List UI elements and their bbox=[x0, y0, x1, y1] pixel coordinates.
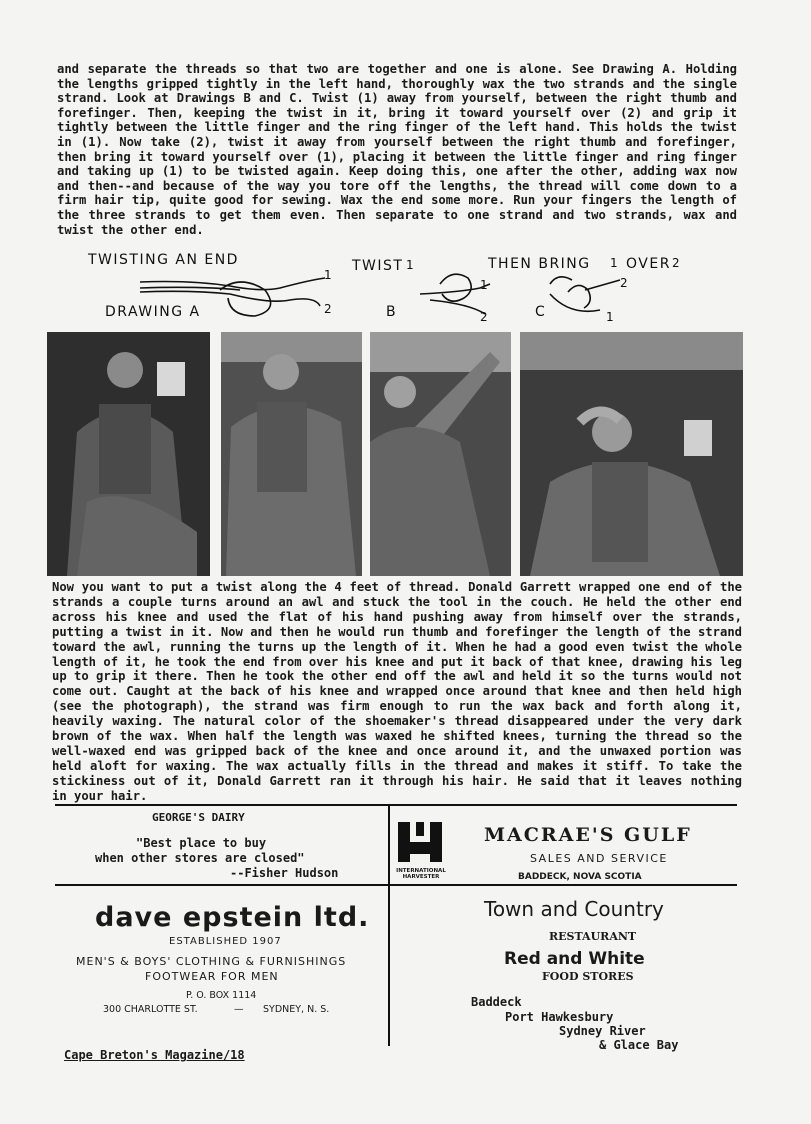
drawing-a-number-1: 1 bbox=[324, 268, 334, 282]
epstein-line-2: FOOTWEAR FOR MEN bbox=[145, 970, 279, 983]
drawing-c-number-2: 2 bbox=[620, 276, 630, 290]
photo-4 bbox=[520, 332, 743, 576]
ad-rule-top bbox=[55, 804, 737, 806]
ih-logo-icon bbox=[395, 822, 445, 866]
twisting-diagram bbox=[80, 250, 720, 330]
ih-text bbox=[394, 868, 448, 880]
then-number-1: 1 bbox=[610, 256, 620, 270]
drawing-a-label: DRAWING A bbox=[105, 304, 201, 320]
page-footer: Cape Breton's Magazine/18 bbox=[64, 1048, 245, 1062]
epstein-street: 300 CHARLOTTE ST. bbox=[103, 1004, 198, 1015]
location-port-hawkesbury: Port Hawkesbury bbox=[505, 1010, 614, 1024]
ih-logo bbox=[395, 822, 445, 870]
red-white-name: Red and White bbox=[504, 949, 645, 969]
twist-label: TWIST bbox=[352, 258, 404, 274]
diagram-title: TWISTING AN END bbox=[88, 252, 239, 268]
location-glace-bay: & Glace Bay bbox=[599, 1038, 679, 1052]
epstein-pobox: P. O. BOX 1114 bbox=[186, 990, 257, 1001]
location-baddeck: Baddeck bbox=[471, 995, 522, 1009]
article-paragraph-1: and separate the threads so that two are together and one is alone. See Drawing A. Holding the lengths gripped tightly in the left hand, thoroughly wax the two strands and the single strand. Look at Drawings B and C. Twist (1) away from yourself, between the right thumb and forefinger. Then, keeping the twist in it, bring it toward yourself over (2) and grip it tightly between the little finger and the ring finger of the left hand. This holds the twist in (1). Now take (2), twist it away from yourself between the right thumb and forefinger, then bring it toward yourself over (1), placing it between the little finger and ring finger and taking up (1) to be twisted again. Keep doing this, one after the other, adding wax now and then--and because of the way you tore off the lengths, the thread will come down to a firm hair tip, quite good for sewing. Wax the end some more. Run your fingers the length of the three strands to get them even. Then separate to one strand and two strands, wax and twist the other end. bbox=[57, 62, 737, 237]
ad-rule-vertical bbox=[388, 806, 390, 1046]
food-stores: FOOD STORES bbox=[542, 970, 634, 983]
drawing-b-number-1: 1 bbox=[480, 278, 490, 292]
ih-text-line-2: HARVESTER bbox=[402, 874, 440, 880]
epstein-established: ESTABLISHED 1907 bbox=[169, 936, 282, 947]
georges-quote-line-1: "Best place to buy bbox=[136, 836, 267, 850]
drawing-c-number-1: 1 bbox=[606, 310, 616, 324]
epstein-city: SYDNEY, N. S. bbox=[263, 1004, 330, 1015]
drawing-b-number-2: 2 bbox=[480, 310, 490, 324]
epstein-line-1: MEN'S & BOYS' CLOTHING & FURNISHINGS bbox=[76, 955, 347, 968]
article-paragraph-2: Now you want to put a twist along the 4 feet of thread. Donald Garrett wrapped one end of the strands a couple turns around an awl and stuck the tool in the couch. He held the other end across his knee and used the flat of his hand pushing away from himself over the strands, putting a twist in it. Now and then he would run thumb and forefinger the length of the strand toward the awl, running the turns up the length of it. When he had a good even twist the whole length of it, he took the end from over his knee and put it back of that knee, drawing his leg up to grip it there. Then he took the other end off the awl and held it so the turns would not come out. Caught at the back of his knee and wrapped once around that knee and then held high (see the photograph), the strand was firm enough to run the wax back and forth along it, heavily waxing. The natural color of the shoemaker's thread disappeared under the very dark brown of the wax. When half the length was waxed he shifted knees, turning the thread so the well-waxed end was gripped back of the knee and once around it, and the unwaxed portion was held aloft for waxing. The wax actually fills in the thread and makes it stiff. To take the stickiness out of it, Donald Garrett ran it through his hair. He said that it leaves nothing in your hair. bbox=[52, 580, 742, 803]
macrae-line-2: BADDECK, NOVA SCOTIA bbox=[518, 872, 642, 882]
twist-number: 1 bbox=[406, 258, 416, 272]
town-restaurant: RESTAURANT bbox=[549, 930, 637, 943]
georges-quote-line-2: when other stores are closed" bbox=[95, 851, 305, 865]
epstein-name: dave epstein ltd. bbox=[95, 902, 370, 933]
photo-2 bbox=[221, 332, 362, 576]
location-sydney-river: Sydney River bbox=[559, 1024, 646, 1038]
town-country-name: Town and Country bbox=[484, 897, 664, 921]
over-label: OVER bbox=[626, 256, 671, 272]
epstein-dash: — bbox=[234, 1004, 244, 1015]
ad-rule-middle bbox=[55, 884, 737, 886]
photo-3 bbox=[370, 332, 511, 576]
macrae-name: MACRAE'S GULF bbox=[484, 824, 692, 846]
georges-attribution: --Fisher Hudson bbox=[230, 866, 339, 880]
then-bring-label: THEN BRING bbox=[488, 256, 591, 272]
photo-1 bbox=[47, 332, 210, 576]
drawing-b-label: B bbox=[386, 304, 398, 320]
over-number-2: 2 bbox=[672, 256, 682, 270]
georges-dairy-name: GEORGE'S DAIRY bbox=[152, 811, 245, 824]
macrae-line-1: SALES AND SERVICE bbox=[530, 852, 668, 865]
drawing-c-label: C bbox=[535, 304, 547, 320]
ih-text-line-1: INTERNATIONAL bbox=[396, 868, 446, 874]
drawing-a-number-2: 2 bbox=[324, 302, 334, 316]
